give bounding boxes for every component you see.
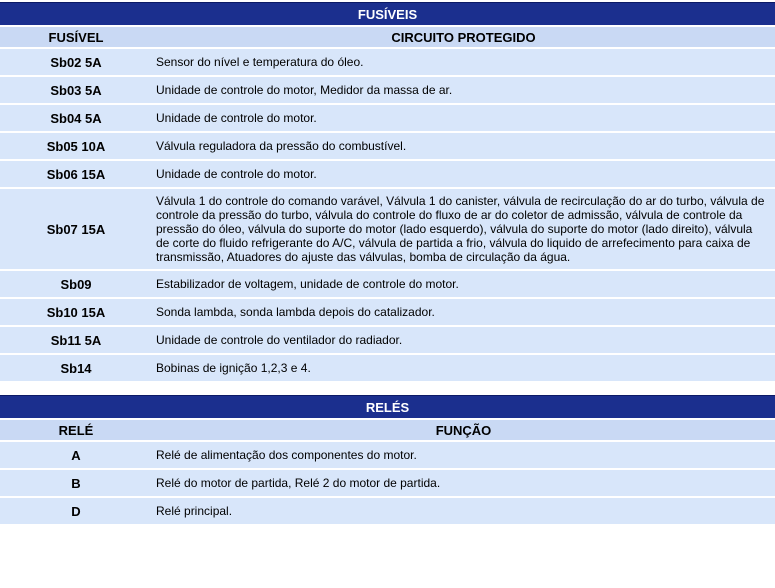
fuse-id: Sb11 5A bbox=[0, 327, 152, 353]
fuse-circuit: Unidade de controle do motor. bbox=[152, 105, 775, 131]
table-row bbox=[0, 133, 775, 159]
fuses-header-row bbox=[0, 27, 775, 47]
fuse-id: Sb10 15A bbox=[0, 299, 152, 325]
table-row bbox=[0, 299, 775, 325]
fuses-col-circuit-header: CIRCUITO PROTEGIDO bbox=[152, 27, 775, 47]
relay-id: A bbox=[0, 442, 152, 468]
table-row bbox=[0, 470, 775, 496]
table-row bbox=[0, 49, 775, 75]
table-row bbox=[0, 105, 775, 131]
fuse-id: Sb04 5A bbox=[0, 105, 152, 131]
fuse-id: Sb03 5A bbox=[0, 77, 152, 103]
relay-function: Relé do motor de partida, Relé 2 do motor de partida. bbox=[152, 470, 775, 496]
fuse-circuit: Bobinas de ignição 1,2,3 e 4. bbox=[152, 355, 775, 381]
fuse-circuit: Estabilizador de voltagem, unidade de controle do motor. bbox=[152, 271, 775, 297]
fuse-id: Sb07 15A bbox=[0, 189, 152, 269]
fuse-circuit: Sonda lambda, sonda lambda depois do catalizador. bbox=[152, 299, 775, 325]
section-gap bbox=[0, 383, 775, 393]
relay-function: Relé de alimentação dos componentes do motor. bbox=[152, 442, 775, 468]
fuses-title-row bbox=[0, 2, 775, 25]
table-row bbox=[0, 189, 775, 269]
table-row bbox=[0, 77, 775, 103]
fuse-circuit: Unidade de controle do motor. bbox=[152, 161, 775, 187]
fuse-id: Sb02 5A bbox=[0, 49, 152, 75]
fuses-title: FUSÍVEIS bbox=[0, 2, 775, 25]
relay-function: Relé principal. bbox=[152, 498, 775, 524]
relays-title-row bbox=[0, 395, 775, 418]
relay-id: D bbox=[0, 498, 152, 524]
relays-title: RELÉS bbox=[0, 395, 775, 418]
fuse-circuit: Válvula reguladora da pressão do combustível. bbox=[152, 133, 775, 159]
fuse-circuit: Unidade de controle do motor, Medidor da massa de ar. bbox=[152, 77, 775, 103]
relays-col-relay-header: RELÉ bbox=[0, 420, 152, 440]
table-row bbox=[0, 327, 775, 353]
relays-header-row bbox=[0, 420, 775, 440]
table-row bbox=[0, 355, 775, 381]
table-row bbox=[0, 442, 775, 468]
table-row bbox=[0, 161, 775, 187]
relays-table bbox=[0, 393, 775, 526]
relay-id: B bbox=[0, 470, 152, 496]
fuse-circuit: Sensor do nível e temperatura do óleo. bbox=[152, 49, 775, 75]
fuse-id: Sb09 bbox=[0, 271, 152, 297]
table-row bbox=[0, 498, 775, 524]
fuse-id: Sb06 15A bbox=[0, 161, 152, 187]
relays-col-function-header: FUNÇÃO bbox=[152, 420, 775, 440]
table-row bbox=[0, 271, 775, 297]
fuse-id: Sb05 10A bbox=[0, 133, 152, 159]
fuse-circuit: Válvula 1 do controle do comando varável, Válvula 1 do canister, válvula de recirculação do ar do turbo, válvula de controle da pressão do turbo, válvula do controle do fluxo de ar do coletor de admissão, válvula de controle da pressão do óleo, válvula do suporte do motor (lado esquerdo), válvula do suporte do motor (lado direito), válvula de corte do fluido refrigerante do A/C, válvula de partida a frio, válvula do liquido de arrefecimento para caixa de transmissão, Atuadores do ajuste das válvulas, bomba de circulação da água. bbox=[152, 189, 775, 269]
fuse-circuit: Unidade de controle do ventilador do radiador. bbox=[152, 327, 775, 353]
fuse-id: Sb14 bbox=[0, 355, 152, 381]
fuses-col-fuse-header: FUSÍVEL bbox=[0, 27, 152, 47]
